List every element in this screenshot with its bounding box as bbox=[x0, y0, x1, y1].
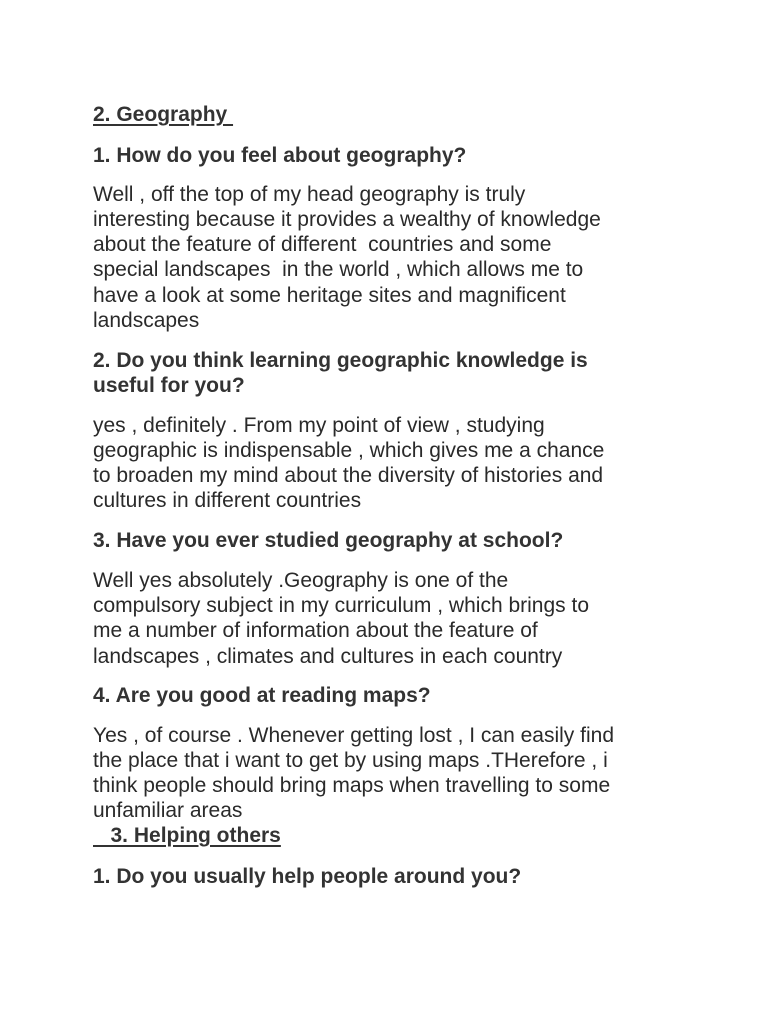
answer-line: have a look at some heritage sites and magnificent bbox=[93, 284, 566, 307]
answer-line: unfamiliar areas bbox=[93, 799, 243, 822]
answer-line: Well yes absolutely .Geography is one of the bbox=[93, 569, 509, 592]
question-geography-4: 4. Are you good at reading maps? bbox=[93, 684, 431, 707]
question-helping-1: 1. Do you usually help people around you? bbox=[93, 865, 522, 888]
question-geography-1: 1. How do you feel about geography? bbox=[93, 144, 467, 167]
answer-line: Yes , of course . Whenever getting lost , I can easily find bbox=[93, 724, 615, 747]
answer-line: yes , definitely . From my point of view , studying bbox=[93, 414, 545, 437]
answer-line: landscapes , climates and cultures in each country bbox=[93, 645, 563, 668]
section-heading-geography: 2. Geography bbox=[93, 103, 234, 126]
question-geography-3: 3. Have you ever studied geography at school? bbox=[93, 529, 564, 552]
answer-line: me a number of information about the feature of bbox=[93, 619, 538, 642]
answer-line: interesting because it provides a wealthy of knowledge bbox=[93, 208, 601, 231]
answer-line: think people should bring maps when travelling to some bbox=[93, 774, 611, 797]
answer-line: cultures in different countries bbox=[93, 489, 362, 512]
answer-line: the place that i want to get by using maps .THerefore , i bbox=[93, 749, 608, 772]
answer-line: Well , off the top of my head geography is truly bbox=[93, 183, 526, 206]
answer-line: geographic is indispensable , which gives me a chance bbox=[93, 439, 605, 462]
answer-line: to broaden my mind about the diversity of histories and bbox=[93, 464, 604, 487]
question-line: useful for you? bbox=[93, 374, 245, 397]
answer-line: special landscapes in the world , which allows me to bbox=[93, 258, 584, 281]
answer-line: landscapes bbox=[93, 309, 200, 332]
question-line: 2. Do you think learning geographic knowledge is bbox=[93, 349, 588, 372]
answer-line: about the feature of different countries and some bbox=[93, 233, 552, 256]
answer-line: compulsory subject in my curriculum , which brings to bbox=[93, 594, 590, 617]
section-heading-helping-others: 3. Helping others bbox=[93, 824, 281, 847]
